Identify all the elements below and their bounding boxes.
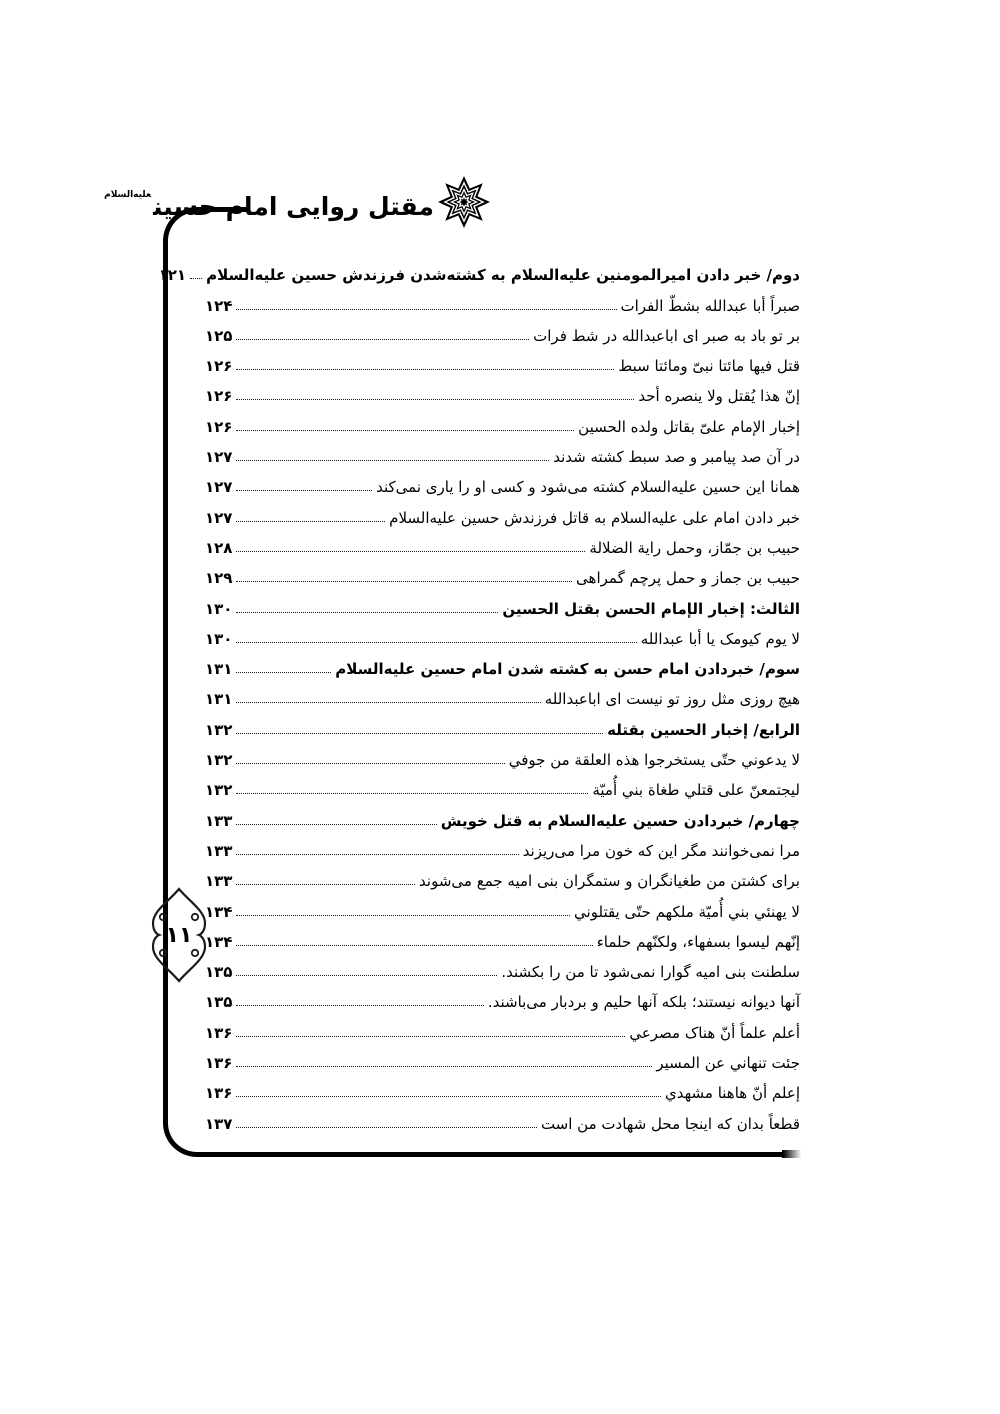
- toc-leader-dots: [190, 278, 202, 279]
- toc-entry[interactable]: [205, 1043, 800, 1073]
- toc-entry[interactable]: [205, 588, 800, 618]
- toc-entry-title: بر تو باد به صبر ای اباعبدالله در شط فرات: [533, 326, 800, 345]
- toc-leader-dots: [236, 460, 549, 461]
- toc-entry-page-number: ۱۳۴: [205, 902, 233, 921]
- toc-entry[interactable]: [205, 1103, 800, 1133]
- toc-entry-page-number: ۱۲۸: [205, 538, 233, 557]
- toc-entry-page-number: ۱۳۳: [205, 872, 233, 891]
- toc-entry-title: إنّهم لیسوا بسفهاء، ولکنّهم حلماء: [596, 932, 800, 951]
- toc-leader-dots: [236, 521, 385, 522]
- toc-entry-title: إخبار الإمام علیّ بقاتل ولده الحسین: [578, 417, 800, 436]
- toc-entry-page-number: ۱۲۹: [205, 569, 233, 588]
- toc-entry[interactable]: [205, 891, 800, 921]
- toc-entry-title: هیچ روزی مثل روز تو نیست ای اباعبدالله: [544, 690, 800, 709]
- toc-entry-page-number: ۱۳۲: [205, 720, 233, 739]
- eight-point-star-ornament: [438, 176, 490, 228]
- toc-entry-page-number: ۱۲۷: [205, 448, 233, 467]
- toc-entry[interactable]: [205, 558, 800, 588]
- toc-entry-page-number: ۱۳۱: [205, 690, 233, 709]
- book-title: [104, 190, 434, 221]
- toc-entry-page-number: ۱۲۵: [205, 326, 233, 345]
- toc-entry-page-number: ۱۳۶: [205, 1054, 233, 1073]
- book-title-text: مقتل روایی امام حسین: [153, 191, 434, 221]
- toc-entry[interactable]: [205, 467, 800, 497]
- toc-leader-dots: [236, 339, 529, 340]
- toc-entry-page-number: ۱۲۶: [205, 417, 233, 436]
- toc-leader-dots: [236, 763, 504, 764]
- toc-entry[interactable]: [205, 376, 800, 406]
- toc-entry-page-number: ۱۲۶: [205, 357, 233, 376]
- frame-bottom-taper: [782, 1150, 804, 1158]
- toc-entry-title: أعلم علماً أنّ هناک مصرعي: [629, 1023, 800, 1042]
- toc-entry-title: لا یهنئي بني أُمیّة ملکهم حتّی یقتلوني: [574, 902, 800, 921]
- toc-leader-dots: [236, 854, 518, 855]
- toc-entry[interactable]: [205, 437, 800, 467]
- toc-entry[interactable]: [205, 619, 800, 649]
- toc-entry-title: قتل فیها مائتا نبیّ ومائتا سبط: [618, 357, 800, 376]
- running-header: [106, 178, 490, 230]
- toc-leader-dots: [236, 551, 585, 552]
- toc-leader-dots: [236, 975, 497, 976]
- toc-leader-dots: [236, 1005, 483, 1006]
- toc-leader-dots: [236, 642, 636, 643]
- toc-leader-dots: [236, 309, 616, 310]
- toc-entry[interactable]: [205, 679, 800, 709]
- toc-leader-dots: [236, 1036, 625, 1037]
- toc-entry-title: حبیب بن جمّاز، وحمل رایة الضلالة: [589, 538, 800, 557]
- toc-entry[interactable]: [205, 346, 800, 376]
- toc-entry[interactable]: [158, 255, 800, 285]
- toc-leader-dots: [236, 430, 574, 431]
- toc-entry-page-number: ۱۳۵: [205, 993, 233, 1012]
- toc-entry[interactable]: [205, 982, 800, 1012]
- toc-entry-title: خبر دادن امام علی علیه‌السلام به قاتل فرزندش حسین علیه‌السلام: [389, 508, 800, 527]
- toc-leader-dots: [236, 945, 592, 946]
- toc-entry[interactable]: [205, 922, 800, 952]
- toc-leader-dots: [236, 490, 372, 491]
- toc-entry[interactable]: [205, 831, 800, 861]
- toc-entry-title: برای کشتن من طغیانگران و ستمگران بنی امیه جمع می‌شوند: [419, 872, 800, 891]
- toc-entry-title: همانا این حسین علیه‌السلام کشته می‌شود و کسی او را یاری نمی‌کند: [376, 478, 800, 497]
- toc-entry[interactable]: [205, 316, 800, 346]
- toc-leader-dots: [236, 1096, 661, 1097]
- folio-number: ۱۱: [165, 922, 193, 948]
- toc-entry-title: جئت تنهاني عن المسیر: [656, 1054, 800, 1073]
- toc-entry[interactable]: [205, 952, 800, 982]
- toc-entry-title: مرا نمی‌خوانند مگر این که خون مرا می‌ریزند: [522, 841, 800, 860]
- toc-leader-dots: [236, 824, 436, 825]
- toc-leader-dots: [236, 399, 634, 400]
- toc-entry[interactable]: [205, 740, 800, 770]
- toc-entry-title: آنها دیوانه نیستند؛ بلکه آنها حلیم و بردبار می‌باشند.: [487, 993, 800, 1012]
- honorific-label: علیه‌السلام: [104, 190, 152, 201]
- toc-entry-page-number: ۱۲۶: [205, 387, 233, 406]
- toc-leader-dots: [236, 793, 588, 794]
- toc-leader-dots: [236, 884, 415, 885]
- toc-entry-page-number: ۱۲۷: [205, 508, 233, 527]
- toc-entry-title: سوم/ خبردادن امام حسن به کشته شدن امام حسین علیه‌السلام: [335, 660, 800, 679]
- toc-leader-dots: [236, 612, 498, 613]
- toc-leader-dots: [236, 915, 570, 916]
- toc-entry-page-number: ۱۳۰: [205, 629, 233, 648]
- toc-entry[interactable]: [205, 649, 800, 679]
- toc-entry[interactable]: [205, 406, 800, 436]
- toc-leader-dots: [236, 581, 572, 582]
- toc-leader-dots: [236, 672, 331, 673]
- toc-entry[interactable]: [205, 528, 800, 558]
- toc-entry-page-number: ۱۳۶: [205, 1084, 233, 1103]
- toc-entry-page-number: ۱۳۳: [205, 811, 233, 830]
- toc-entry[interactable]: [205, 800, 800, 830]
- toc-entry-title: لا یوم کیومک یا أبا عبدالله: [640, 629, 800, 648]
- toc-leader-dots: [236, 1127, 536, 1128]
- toc-entry-title: لا یدعوني حتّی یستخرجوا هذه العلقة من جوفي: [508, 751, 800, 770]
- toc-entry-page-number: ۱۲۱: [158, 266, 187, 285]
- toc-entry-page-number: ۱۳۰: [205, 599, 233, 618]
- toc-leader-dots: [236, 733, 603, 734]
- toc-leader-dots: [236, 369, 614, 370]
- toc-entry-page-number: ۱۳۵: [205, 963, 233, 982]
- toc-entry-page-number: ۱۳۱: [205, 660, 233, 679]
- toc-entry[interactable]: [205, 1012, 800, 1042]
- toc-entry-title: صبراً أبا عبدالله بشطّ الفرات: [620, 296, 800, 315]
- toc-entry-page-number: ۱۳۶: [205, 1023, 233, 1042]
- toc-entry[interactable]: [205, 861, 800, 891]
- toc-entry[interactable]: [205, 770, 800, 800]
- toc-entry-title: دوم/ خبر دادن امیرالمومنین علیه‌السلام به کشته‌شدن فرزندش حسین علیه‌السلام: [206, 266, 800, 285]
- toc-leader-dots: [236, 1066, 652, 1067]
- toc-leader-dots: [236, 702, 540, 703]
- toc-entry-page-number: ۱۳۲: [205, 751, 233, 770]
- toc-entry-page-number: ۱۲۴: [205, 296, 233, 315]
- toc-entry-title: الثالث: إخبار الإمام الحسن بقتل الحسین: [502, 599, 800, 618]
- toc-entry[interactable]: [205, 497, 800, 527]
- toc-entry-title: قطعاً بدان که اینجا محل شهادت من است: [540, 1114, 800, 1133]
- toc-entry-page-number: ۱۲۷: [205, 478, 233, 497]
- toc-entry-title: در آن صد پیامبر و صد سبط کشته شدند: [553, 448, 800, 467]
- toc-entry-title: الرابع/ إخبار الحسین بقتله: [607, 720, 800, 739]
- toc-entry[interactable]: [205, 709, 800, 739]
- toc-entry-title: سلطنت بنی امیه گوارا نمی‌شود تا من را بکشند.: [501, 963, 800, 982]
- toc-entry[interactable]: [205, 285, 800, 315]
- toc-entry-title: لیجتمعنّ علی قتلي طغاة بني أُمیّة: [592, 781, 800, 800]
- toc-entry-page-number: ۱۳۴: [205, 932, 233, 951]
- toc-entry-page-number: ۱۳۷: [205, 1114, 233, 1133]
- toc-entry-page-number: ۱۳۳: [205, 841, 233, 860]
- toc-entry-title: إنّ هذا یُقتل ولا ینصره أحد: [638, 387, 800, 406]
- toc-entry-page-number: ۱۳۲: [205, 781, 233, 800]
- toc-entry[interactable]: [205, 1073, 800, 1103]
- toc-entry-title: چهارم/ خبردادن حسین علیه‌السلام به قتل خویش: [440, 811, 800, 830]
- toc-entry-title: إعلم أنّ هاهنا مشهدي: [665, 1084, 800, 1103]
- toc-entry-title: حبیب بن جماز و حمل پرچم گمراهی: [576, 569, 800, 588]
